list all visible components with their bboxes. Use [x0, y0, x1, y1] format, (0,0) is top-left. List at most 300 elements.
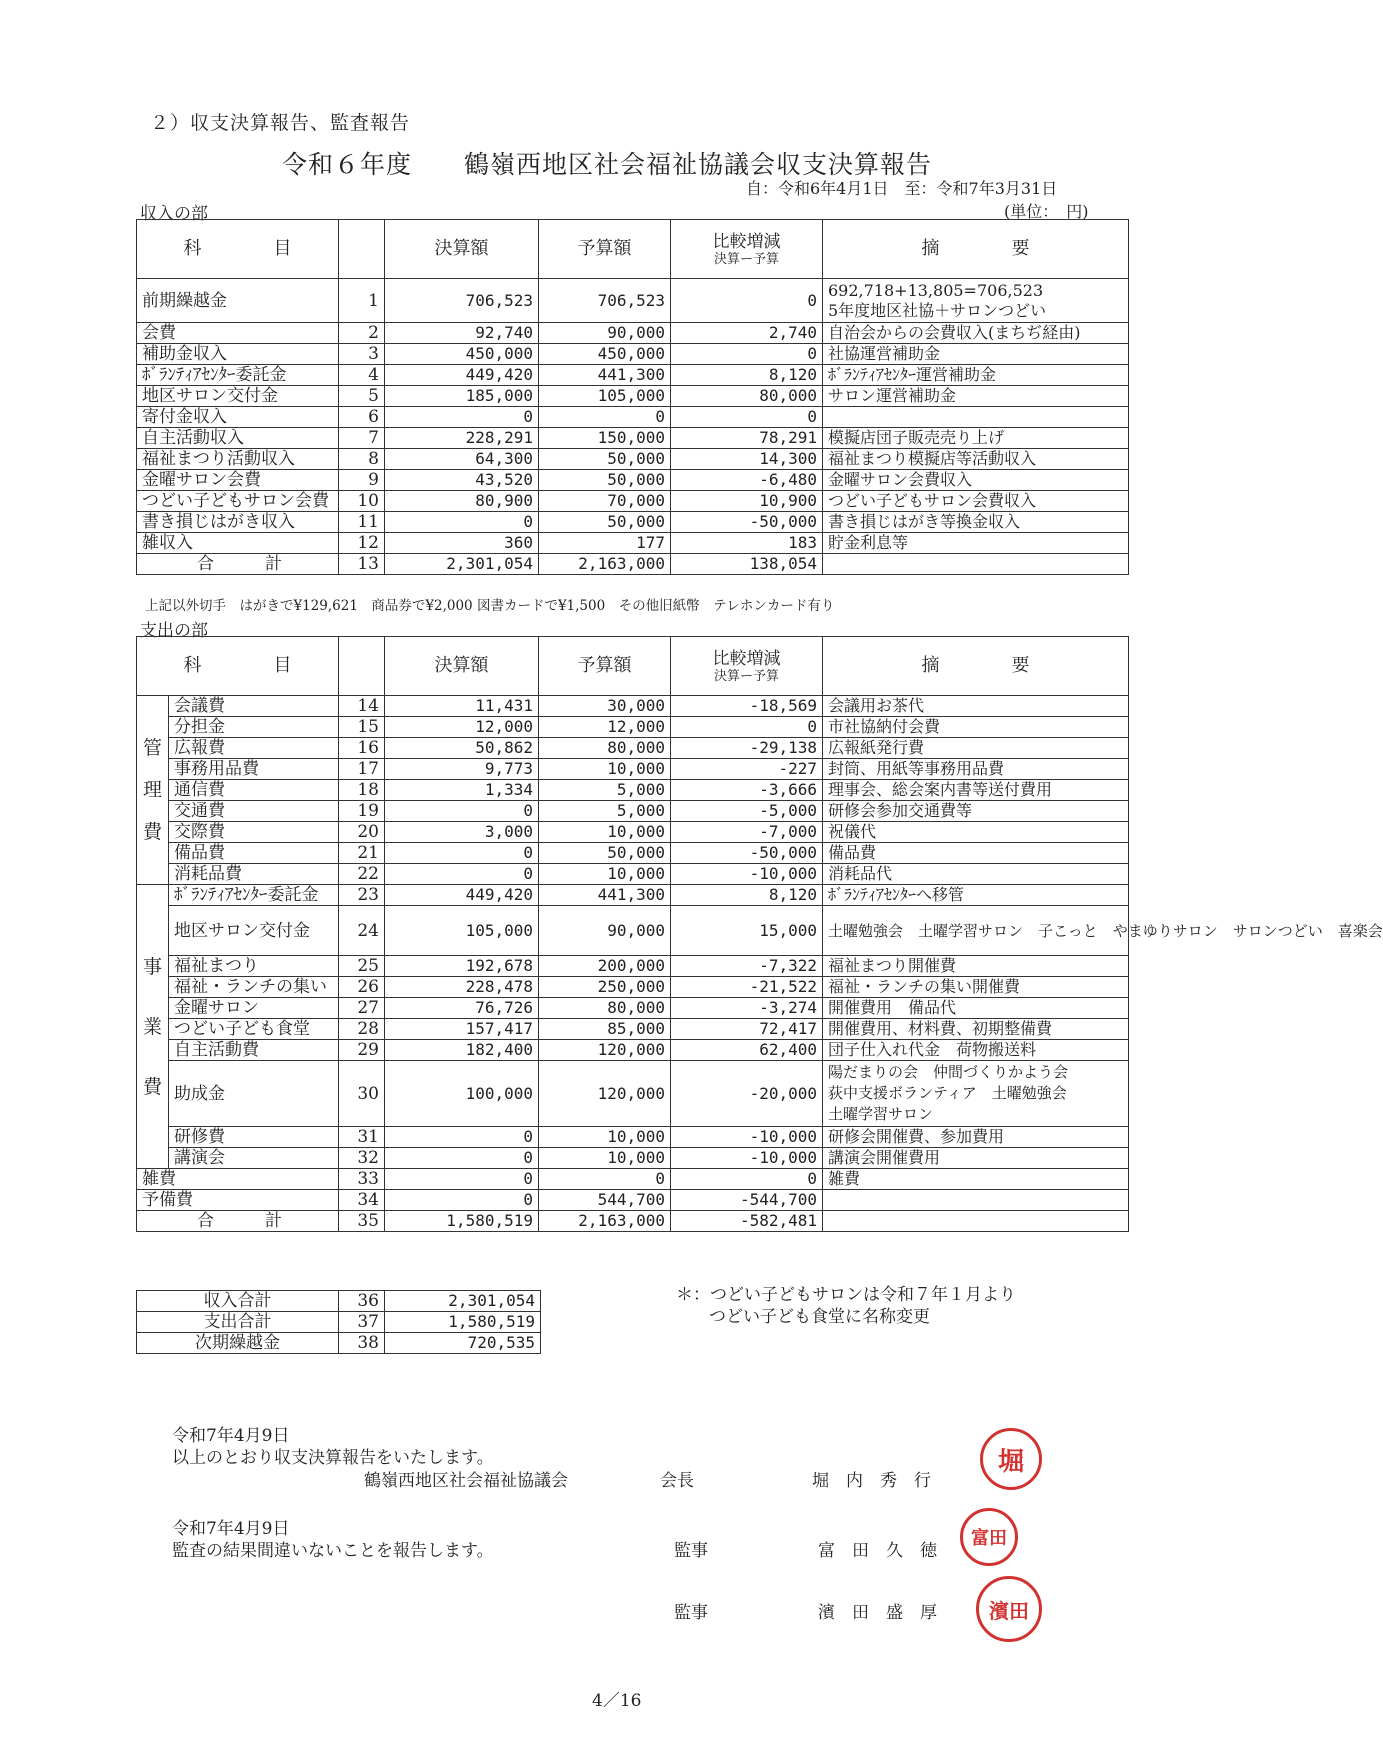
income-diff: 2,740 — [671, 323, 823, 344]
income-actual: 450,000 — [385, 344, 539, 365]
expense-row-number: 14 — [339, 696, 385, 717]
expense-item: 合 計 — [137, 1211, 339, 1232]
expense-diff: -544,700 — [671, 1190, 823, 1211]
income-section-label: 収入の部 — [140, 204, 208, 224]
expense-diff: -227 — [671, 759, 823, 780]
expense-note: 講演会開催費用 — [823, 1148, 1129, 1169]
page-number: 4／16 — [592, 1691, 642, 1711]
income-diff: 8,120 — [671, 365, 823, 386]
income-note: 貯金利息等 — [823, 533, 1129, 554]
income-note: 金曜サロン会費収入 — [823, 470, 1129, 491]
expense-item: 事務用品費 — [169, 759, 339, 780]
unit-label: (単位： 円) — [1004, 202, 1089, 221]
expense-budget: 10,000 — [539, 1127, 671, 1148]
income-item: 雑収入 — [137, 533, 339, 554]
expense-diff: -10,000 — [671, 1127, 823, 1148]
income-row — [137, 554, 1129, 575]
expense-row — [137, 1040, 1129, 1061]
income-item: 金曜サロン会費 — [137, 470, 339, 491]
expense-diff: 0 — [671, 717, 823, 738]
income-actual: 64,300 — [385, 449, 539, 470]
income-diff: -6,480 — [671, 470, 823, 491]
expense-header-budget: 予算額 — [539, 637, 671, 696]
expense-diff: -5,000 — [671, 801, 823, 822]
expense-header-note: 摘 要 — [823, 637, 1129, 696]
expense-group-project-char: 業 — [142, 1015, 162, 1038]
expense-row-number: 32 — [339, 1148, 385, 1169]
income-row-number: 1 — [339, 279, 385, 323]
income-note: 社協運営補助金 — [823, 344, 1129, 365]
expense-actual: 11,431 — [385, 696, 539, 717]
income-note: つどい子どもサロン会費収入 — [823, 491, 1129, 512]
income-row — [137, 323, 1129, 344]
summary-body — [137, 1291, 541, 1354]
expense-actual: 0 — [385, 843, 539, 864]
income-row-number: 10 — [339, 491, 385, 512]
expense-budget: 5,000 — [539, 801, 671, 822]
expense-row-number: 20 — [339, 822, 385, 843]
expense-row — [137, 1127, 1129, 1148]
income-row-number: 4 — [339, 365, 385, 386]
expense-note: 市社協納付会費 — [823, 717, 1129, 738]
income-note: ﾎﾞﾗﾝﾃｨｱｾﾝﾀｰ運営補助金 — [823, 365, 1129, 386]
expense-note: 会議用お茶代 — [823, 696, 1129, 717]
income-item: 合 計 — [137, 554, 339, 575]
income-row — [137, 533, 1129, 554]
expense-row — [137, 696, 1129, 717]
expense-item: 福祉・ランチの集い — [169, 977, 339, 998]
expense-group-admin — [137, 696, 169, 885]
expense-group-admin-char: 費 — [142, 821, 162, 843]
expense-row-number: 18 — [339, 780, 385, 801]
expense-budget: 250,000 — [539, 977, 671, 998]
expense-row — [137, 801, 1129, 822]
auditor2-name: 濱 田 盛 厚 — [818, 1603, 937, 1623]
expense-note: 祝儀代 — [823, 822, 1129, 843]
expense-budget: 12,000 — [539, 717, 671, 738]
income-row — [137, 512, 1129, 533]
summary-note-line1: ＊：つどい子どもサロンは令和７年１月より — [676, 1285, 1016, 1305]
expense-note: 土曜勉強会 土曜学習サロン 子こっと やまゆりサロン サロンつどい 喜楽会 — [823, 906, 1129, 956]
income-diff: 0 — [671, 407, 823, 428]
expense-budget: 10,000 — [539, 759, 671, 780]
income-row — [137, 344, 1129, 365]
expense-diff: -3,274 — [671, 998, 823, 1019]
expense-row-number: 17 — [339, 759, 385, 780]
summary-row-number: 38 — [339, 1333, 385, 1354]
summary-row — [137, 1291, 541, 1312]
expense-header-diff-top: 比較増減 — [712, 649, 781, 669]
expense-budget: 10,000 — [539, 1148, 671, 1169]
summary-value: 2,301,054 — [385, 1291, 541, 1312]
document-title: 令和６年度 鶴嶺西地区社会福祉協議会収支決算報告 — [282, 150, 933, 179]
expense-row-number: 15 — [339, 717, 385, 738]
expense-item: 雑費 — [137, 1169, 339, 1190]
income-actual: 360 — [385, 533, 539, 554]
expense-actual: 3,000 — [385, 822, 539, 843]
expense-item: 分担金 — [169, 717, 339, 738]
income-diff: 78,291 — [671, 428, 823, 449]
expense-actual: 100,000 — [385, 1061, 539, 1127]
expense-budget: 5,000 — [539, 780, 671, 801]
expense-row — [137, 1190, 1129, 1211]
expense-note: 封筒、用紙等事務用品費 — [823, 759, 1129, 780]
expense-diff: 8,120 — [671, 885, 823, 906]
income-diff: 138,054 — [671, 554, 823, 575]
income-row — [137, 470, 1129, 491]
expense-row-number: 21 — [339, 843, 385, 864]
expense-row — [137, 906, 1129, 956]
auditor2-seal: 濱田 — [976, 1576, 1042, 1642]
income-item: 地区サロン交付金 — [137, 386, 339, 407]
income-row — [137, 386, 1129, 407]
expense-group-project-char: 費 — [142, 1075, 162, 1098]
expense-actual: 76,726 — [385, 998, 539, 1019]
expense-diff: -10,000 — [671, 864, 823, 885]
expense-item: 備品費 — [169, 843, 339, 864]
expense-row — [137, 780, 1129, 801]
expense-note: 備品費 — [823, 843, 1129, 864]
expense-item: 交際費 — [169, 822, 339, 843]
expense-row-number: 16 — [339, 738, 385, 759]
expense-actual: 0 — [385, 1169, 539, 1190]
expense-note: 広報紙発行費 — [823, 738, 1129, 759]
income-header-actual: 決算額 — [385, 220, 539, 279]
expense-row — [137, 864, 1129, 885]
expense-item: 自主活動費 — [169, 1040, 339, 1061]
income-actual: 185,000 — [385, 386, 539, 407]
expense-row — [137, 717, 1129, 738]
income-actual: 43,520 — [385, 470, 539, 491]
expense-actual: 157,417 — [385, 1019, 539, 1040]
income-diff: 80,000 — [671, 386, 823, 407]
income-budget: 105,000 — [539, 386, 671, 407]
expense-note: 福祉まつり開催費 — [823, 956, 1129, 977]
income-budget: 177 — [539, 533, 671, 554]
expense-actual: 192,678 — [385, 956, 539, 977]
income-item: 福祉まつり活動収入 — [137, 449, 339, 470]
income-item: 補助金収入 — [137, 344, 339, 365]
expense-diff: 62,400 — [671, 1040, 823, 1061]
expense-row-number: 34 — [339, 1190, 385, 1211]
expense-row-number: 29 — [339, 1040, 385, 1061]
income-row-number: 9 — [339, 470, 385, 491]
expense-diff: -3,666 — [671, 780, 823, 801]
income-row — [137, 428, 1129, 449]
closing-statement-1: 以上のとおり収支決算報告をいたします。 — [172, 1448, 494, 1468]
expense-actual: 12,000 — [385, 717, 539, 738]
income-row-number: 6 — [339, 407, 385, 428]
expense-note: 研修会参加交通費等 — [823, 801, 1129, 822]
income-note: サロン運営補助金 — [823, 386, 1129, 407]
summary-row-number: 37 — [339, 1312, 385, 1333]
summary-table — [136, 1290, 541, 1354]
income-row — [137, 449, 1129, 470]
income-row — [137, 279, 1129, 323]
income-budget: 441,300 — [539, 365, 671, 386]
income-row-number: 12 — [339, 533, 385, 554]
income-diff: 0 — [671, 279, 823, 323]
expense-row — [137, 759, 1129, 780]
expense-row — [137, 998, 1129, 1019]
summary-value: 1,580,519 — [385, 1312, 541, 1333]
expense-budget: 85,000 — [539, 1019, 671, 1040]
expense-budget: 200,000 — [539, 956, 671, 977]
expense-item: 予備費 — [137, 1190, 339, 1211]
expense-section-label: 支出の部 — [140, 621, 208, 641]
expense-diff: -582,481 — [671, 1211, 823, 1232]
income-header-diff-sub: 決算ー予算 — [713, 252, 779, 267]
expense-item: 交通費 — [169, 801, 339, 822]
expense-body — [137, 696, 1383, 1232]
expense-note: 開催費用、材料費、初期整備費 — [823, 1019, 1129, 1040]
expense-group-admin-char: 管 — [142, 737, 162, 759]
expense-budget: 80,000 — [539, 998, 671, 1019]
income-row — [137, 407, 1129, 428]
expense-item: つどい子ども食堂 — [169, 1019, 339, 1040]
section-heading: ２）収支決算報告、監査報告 — [150, 112, 411, 134]
expense-row — [137, 1061, 1129, 1127]
income-item: つどい子どもサロン会費 — [137, 491, 339, 512]
expense-budget: 441,300 — [539, 885, 671, 906]
income-row-number: 13 — [339, 554, 385, 575]
expense-row — [137, 977, 1129, 998]
expense-diff: 0 — [671, 1169, 823, 1190]
income-row-number: 3 — [339, 344, 385, 365]
expense-budget: 90,000 — [539, 906, 671, 956]
income-footnote: 上記以外切手 はがきで¥129,621 商品券で¥2,000 図書カードで¥1,500 その他旧紙幣 テレホンカード有り — [145, 598, 835, 614]
expense-budget: 120,000 — [539, 1040, 671, 1061]
expense-table — [136, 636, 1383, 1232]
expense-row — [137, 822, 1129, 843]
expense-budget: 80,000 — [539, 738, 671, 759]
income-budget: 0 — [539, 407, 671, 428]
income-note: 福祉まつり模擬店等活動収入 — [823, 449, 1129, 470]
expense-actual: 0 — [385, 1127, 539, 1148]
expense-item: 消耗品費 — [169, 864, 339, 885]
expense-note — [823, 1190, 1129, 1211]
expense-header-item: 科 目 — [137, 637, 339, 696]
expense-item: 地区サロン交付金 — [169, 906, 339, 956]
expense-actual: 9,773 — [385, 759, 539, 780]
income-item: 寄付金収入 — [137, 407, 339, 428]
income-header-diff-top: 比較増減 — [712, 232, 781, 252]
expense-diff: -21,522 — [671, 977, 823, 998]
auditor1-seal: 富田 — [960, 1508, 1018, 1566]
expense-diff: -50,000 — [671, 843, 823, 864]
income-diff: 183 — [671, 533, 823, 554]
chair-seal: 堀 — [980, 1428, 1042, 1490]
summary-label: 支出合計 — [137, 1312, 339, 1333]
expense-actual: 50,862 — [385, 738, 539, 759]
expense-row — [137, 956, 1129, 977]
income-budget: 50,000 — [539, 449, 671, 470]
chair-name: 堀 内 秀 行 — [812, 1471, 931, 1491]
expense-diff: -7,322 — [671, 956, 823, 977]
income-actual: 228,291 — [385, 428, 539, 449]
income-header-item: 科 目 — [137, 220, 339, 279]
expense-actual: 105,000 — [385, 906, 539, 956]
expense-diff: -29,138 — [671, 738, 823, 759]
income-table — [136, 219, 1129, 575]
income-budget: 50,000 — [539, 512, 671, 533]
expense-header-row — [137, 637, 1129, 696]
expense-actual: 1,580,519 — [385, 1211, 539, 1232]
expense-header-diff — [671, 637, 823, 696]
expense-actual: 0 — [385, 801, 539, 822]
expense-diff: -18,569 — [671, 696, 823, 717]
income-budget: 50,000 — [539, 470, 671, 491]
income-actual: 2,301,054 — [385, 554, 539, 575]
expense-item: 金曜サロン — [169, 998, 339, 1019]
income-header-no — [339, 220, 385, 279]
expense-diff: 72,417 — [671, 1019, 823, 1040]
income-body — [137, 279, 1129, 575]
summary-note-line2: つどい子ども食堂に名称変更 — [709, 1307, 930, 1327]
income-item: 会費 — [137, 323, 339, 344]
auditor1-name: 富 田 久 徳 — [818, 1541, 937, 1561]
closing-date-2: 令和7年4月9日 — [172, 1519, 290, 1539]
income-item: 自主活動収入 — [137, 428, 339, 449]
expense-row — [137, 1211, 1129, 1232]
income-diff: 10,900 — [671, 491, 823, 512]
expense-row — [137, 843, 1129, 864]
income-budget: 2,163,000 — [539, 554, 671, 575]
organization-name: 鶴嶺西地区社会福祉協議会 — [364, 1471, 568, 1491]
expense-row-number: 33 — [339, 1169, 385, 1190]
expense-budget: 50,000 — [539, 843, 671, 864]
expense-note: 開催費用 備品代 — [823, 998, 1129, 1019]
income-row — [137, 365, 1129, 386]
income-item: 書き損じはがき収入 — [137, 512, 339, 533]
auditor2-role: 監事 — [674, 1603, 708, 1623]
income-budget: 450,000 — [539, 344, 671, 365]
expense-budget: 120,000 — [539, 1061, 671, 1127]
expense-note: 消耗品代 — [823, 864, 1129, 885]
expense-group-admin-char: 理 — [142, 779, 162, 801]
income-row-number: 2 — [339, 323, 385, 344]
income-note: 自治会からの会費収入(まちぢ経由) — [823, 323, 1129, 344]
expense-item: 講演会 — [169, 1148, 339, 1169]
income-header-note: 摘 要 — [823, 220, 1129, 279]
expense-budget: 544,700 — [539, 1190, 671, 1211]
income-actual: 80,900 — [385, 491, 539, 512]
summary-row — [137, 1333, 541, 1354]
expense-actual: 1,334 — [385, 780, 539, 801]
fiscal-period: 自：令和6年4月1日 至：令和7年3月31日 — [746, 179, 1058, 198]
income-note — [823, 407, 1129, 428]
expense-row-number: 31 — [339, 1127, 385, 1148]
income-budget: 70,000 — [539, 491, 671, 512]
expense-budget: 0 — [539, 1169, 671, 1190]
expense-item: 福祉まつり — [169, 956, 339, 977]
expense-row-number: 28 — [339, 1019, 385, 1040]
expense-header-diff-sub: 決算ー予算 — [713, 669, 779, 684]
expense-row-number: 27 — [339, 998, 385, 1019]
expense-row-number: 25 — [339, 956, 385, 977]
expense-row-number: 35 — [339, 1211, 385, 1232]
income-row-number: 5 — [339, 386, 385, 407]
expense-budget: 2,163,000 — [539, 1211, 671, 1232]
expense-diff: -7,000 — [671, 822, 823, 843]
income-budget: 706,523 — [539, 279, 671, 323]
expense-note: ﾎﾞﾗﾝﾃｨｱｾﾝﾀｰへ移管 — [823, 885, 1129, 906]
summary-note — [676, 1284, 1016, 1328]
income-actual: 0 — [385, 512, 539, 533]
expense-row — [137, 1019, 1129, 1040]
summary-value: 720,535 — [385, 1333, 541, 1354]
expense-header-no — [339, 637, 385, 696]
income-note: 模擬店団子販売売り上げ — [823, 428, 1129, 449]
income-header-diff — [671, 220, 823, 279]
income-actual: 706,523 — [385, 279, 539, 323]
expense-row-number: 30 — [339, 1061, 385, 1127]
expense-row-number: 19 — [339, 801, 385, 822]
income-actual: 92,740 — [385, 323, 539, 344]
summary-label: 収入合計 — [137, 1291, 339, 1312]
expense-actual: 0 — [385, 1190, 539, 1211]
expense-actual: 182,400 — [385, 1040, 539, 1061]
income-item: 前期繰越金 — [137, 279, 339, 323]
income-note: 書き損じはがき等換金収入 — [823, 512, 1129, 533]
expense-actual: 0 — [385, 1148, 539, 1169]
expense-row — [137, 738, 1129, 759]
summary-label: 次期繰越金 — [137, 1333, 339, 1354]
expense-row — [137, 885, 1129, 906]
expense-note: 雑費 — [823, 1169, 1129, 1190]
expense-row-number: 23 — [339, 885, 385, 906]
expense-actual: 0 — [385, 864, 539, 885]
income-budget: 150,000 — [539, 428, 671, 449]
expense-actual: 228,478 — [385, 977, 539, 998]
expense-item: 研修費 — [169, 1127, 339, 1148]
income-budget: 90,000 — [539, 323, 671, 344]
expense-note: 団子仕入れ代金 荷物搬送料 — [823, 1040, 1129, 1061]
income-note — [823, 554, 1129, 575]
expense-group-project — [137, 885, 169, 1169]
expense-actual: 449,420 — [385, 885, 539, 906]
expense-item: 助成金 — [169, 1061, 339, 1127]
expense-diff: 15,000 — [671, 906, 823, 956]
expense-item: 広報費 — [169, 738, 339, 759]
expense-item: ﾎﾞﾗﾝﾃｨｱｾﾝﾀｰ委託金 — [169, 885, 339, 906]
summary-row — [137, 1312, 541, 1333]
income-note: 692,718+13,805=706,523 5年度地区社協＋サロンつどい — [823, 279, 1129, 323]
income-header-row — [137, 220, 1129, 279]
expense-group-project-char: 事 — [142, 955, 162, 978]
income-actual: 449,420 — [385, 365, 539, 386]
income-header-budget: 予算額 — [539, 220, 671, 279]
expense-row — [137, 1148, 1129, 1169]
income-diff: 0 — [671, 344, 823, 365]
expense-note: 研修会開催費、参加費用 — [823, 1127, 1129, 1148]
closing-statement-2: 監査の結果間違いないことを報告します。 — [172, 1541, 494, 1561]
income-diff: -50,000 — [671, 512, 823, 533]
expense-row — [137, 1169, 1129, 1190]
expense-item: 通信費 — [169, 780, 339, 801]
expense-diff: -10,000 — [671, 1148, 823, 1169]
expense-row-number: 26 — [339, 977, 385, 998]
expense-row-number: 22 — [339, 864, 385, 885]
income-row — [137, 491, 1129, 512]
expense-budget: 30,000 — [539, 696, 671, 717]
expense-note: 陽だまりの会 仲間づくりかよう会 荻中支援ボランティア 土曜勉強会 土曜学習サロン — [823, 1061, 1129, 1127]
expense-note: 理事会、総会案内書等送付費用 — [823, 780, 1129, 801]
income-actual: 0 — [385, 407, 539, 428]
expense-row-number: 24 — [339, 906, 385, 956]
summary-row-number: 36 — [339, 1291, 385, 1312]
expense-header-actual: 決算額 — [385, 637, 539, 696]
